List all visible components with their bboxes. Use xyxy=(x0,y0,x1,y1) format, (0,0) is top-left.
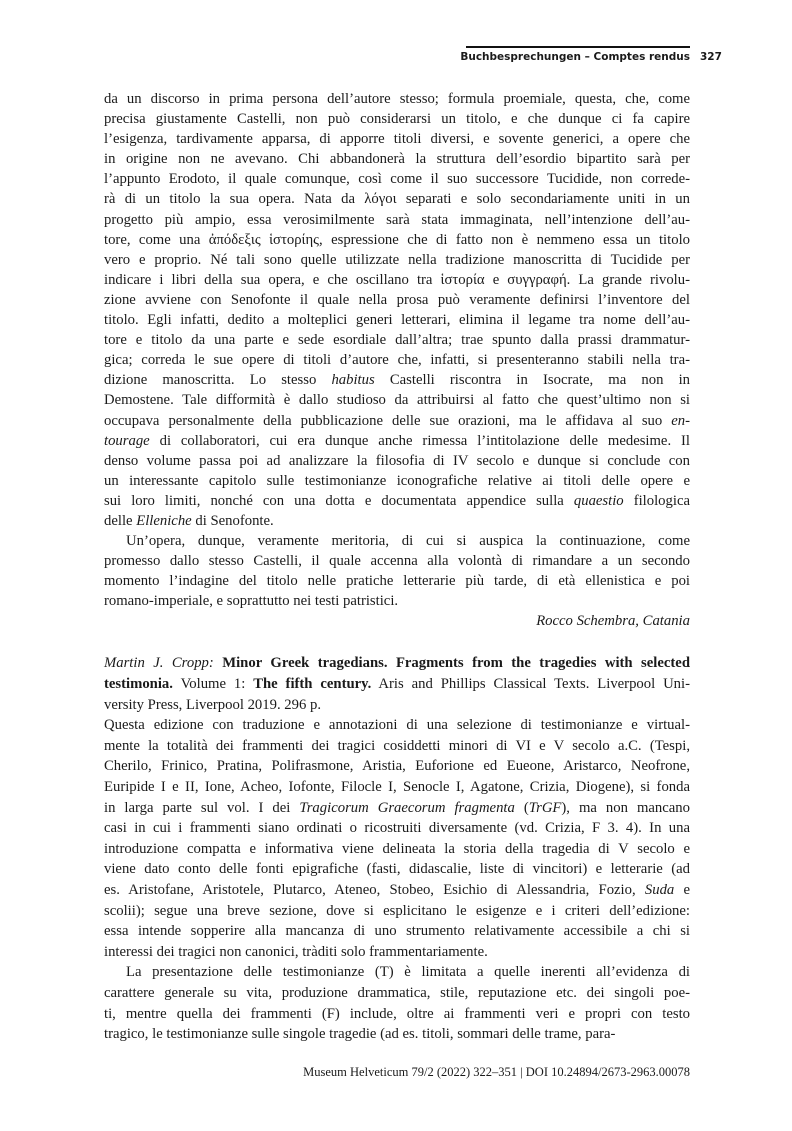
text-segment: l’esigenza, tardivamente apparsa, di apporre titoli diversi, e sovente generici, a opere che xyxy=(104,131,690,148)
text-line xyxy=(104,270,690,290)
text-segment: vero e proprio. Né tali sono quelle utilizzate nella tradizione manoscritta di Tucidide per xyxy=(104,251,690,268)
text-segment: momento l’indagine del titolo nelle pratiche letterarie più tarde, di età ellenistica e poi xyxy=(104,573,690,590)
text-segment xyxy=(214,655,222,671)
text-line xyxy=(104,1024,690,1045)
text-segment: Euripide I e II, Ione, Acheo, Iofonte, Filocle I, Senocle I, Agatone, Crizia, Diogene), si fonda xyxy=(104,779,690,795)
text-segment: scolii); segue una breve sezione, dove si esplicitano le esigenze e i criteri dell’edizione: xyxy=(104,902,690,919)
text-line xyxy=(104,777,690,798)
text-line xyxy=(104,451,690,471)
text-segment: Aris and Phillips Classical Texts. Liverpool Uni- xyxy=(371,676,690,693)
main-text-column xyxy=(104,89,690,1045)
text-line xyxy=(104,491,690,511)
text-segment: dizione manoscritta. Lo stesso xyxy=(104,372,332,389)
text-segment: filologica xyxy=(623,492,690,509)
text-segment: promesso dallo stesso Castelli, il quale accenna alla volontà di rimandare a un secondo xyxy=(104,553,690,570)
review2-text xyxy=(104,653,690,1044)
footer-citation: Museum Helveticum 79/2 (2022) 322–351 | DOI 10.24894/2673-2963.00078 xyxy=(303,1065,690,1079)
text-segment: progetto più ampio, essa verosimilmente sarà stata immaginata, nell’intenzione dell’au- xyxy=(104,211,690,228)
text-segment: Cherilo, Frinico, Pratina, Polifrasmone, Aristia, Euforione ed Eueone, Aristarco, Neofrone, xyxy=(104,758,690,775)
text-line xyxy=(104,962,690,983)
text-segment: Un’opera, dunque, veramente meritoria, di cui si auspica la continuazione, come xyxy=(126,533,690,550)
text-segment: tore e titolo da una parte e sede esordiale dall’altra; trae spunto dalla prassi drammatur- xyxy=(104,332,690,349)
running-title: Buchbesprechungen – Comptes rendus xyxy=(460,51,690,63)
text-segment: in origine non ne avevano. Chi abbandonerà la struttura dell’esordio bipartito sarà per xyxy=(104,151,690,168)
text-line xyxy=(104,798,690,819)
text-segment: testimonia. xyxy=(104,676,173,693)
text-line xyxy=(104,551,690,571)
text-segment: tourage xyxy=(104,432,150,449)
text-line xyxy=(104,330,690,350)
text-line xyxy=(104,1004,690,1025)
text-line xyxy=(104,370,690,390)
text-line xyxy=(104,695,690,716)
text-segment: Tragicorum Graecorum fragmenta xyxy=(299,799,515,816)
text-segment: tore, come una ἀπόδεξις ἱστορίης, espressione che di fatto non è nemmeno essa un titolo xyxy=(104,231,690,248)
text-segment: habitus xyxy=(331,372,375,389)
text-segment: Castelli riscontra in Isocrate, ma non in xyxy=(374,372,690,389)
text-segment: The fifth century. xyxy=(253,676,372,693)
text-line xyxy=(104,109,690,129)
text-line xyxy=(104,839,690,860)
text-line xyxy=(104,310,690,330)
text-line xyxy=(104,129,690,149)
text-line xyxy=(104,653,690,674)
text-segment: viene dato conto delle fonti epigrafiche (fasti, didascalie, liste di vincitori) e letterarie (ad xyxy=(104,861,690,878)
text-line xyxy=(104,250,690,270)
text-segment: da un discorso in prima persona dell’autore stesso; formula proemiale, questa, che, come xyxy=(104,91,690,107)
page-number: 327 xyxy=(700,51,722,63)
text-line xyxy=(104,942,690,963)
text-segment: occupava personalmente della pubblicazione delle sue orazioni, ma le affidava al suo xyxy=(104,412,672,429)
text-line xyxy=(104,756,690,777)
text-line xyxy=(104,674,690,695)
text-line xyxy=(104,149,690,169)
text-line xyxy=(104,818,690,839)
text-segment: gica; correda le sue opere di titoli d’autore che, infatti, si presenteranno stabili nella tra- xyxy=(104,352,690,369)
text-line xyxy=(104,715,690,736)
text-segment: Questa edizione con traduzione e annotazioni di una selezione di testimonianze e virtual- xyxy=(104,717,690,734)
text-segment: casi in cui i frammenti siano ordinati o ricostruiti diversamente (vd. Crizia, F 3. 4). In una xyxy=(104,820,690,837)
text-segment: en- xyxy=(671,412,690,429)
review1-paragraph1 xyxy=(104,89,690,531)
text-line xyxy=(104,736,690,757)
text-segment: Volume 1: xyxy=(172,676,254,693)
text-segment: Minor Greek tragedians. Fragments from the tragedies with selected xyxy=(222,655,690,672)
text-segment: tragico, le testimonianze sulle singole tragedie (ad es. titoli, sommari delle trame, para- xyxy=(104,1026,616,1043)
text-line xyxy=(104,511,690,531)
text-line xyxy=(104,983,690,1004)
text-line xyxy=(104,880,690,901)
text-segment: Martin J. Cropp: xyxy=(104,655,214,672)
text-segment: mente la totalità dei frammenti dei tragici cosiddetti minori di VI e V secolo a.C. (Tespi, xyxy=(104,737,690,754)
text-line xyxy=(104,531,690,551)
text-line xyxy=(104,89,690,109)
text-segment: zione avviene con Senofonte il quale nella prosa può veramente definirsi l’inventore del xyxy=(104,291,690,308)
text-line xyxy=(104,411,690,431)
text-segment: rà di un titolo la sua opera. Nata da λόγοι separati e solo secondariamente uniti in un xyxy=(104,191,690,208)
text-line xyxy=(104,350,690,370)
text-segment: di Senofonte. xyxy=(191,512,274,529)
text-segment: sui loro limiti, nonché con una dotta e documentata appendice sulla xyxy=(104,492,574,509)
text-segment: introduzione compatta e informativa viene delineata la storia della tragedia di V secolo e xyxy=(104,840,690,857)
text-segment: l’appunto Erodoto, il quale comunque, così come il suo successore Tucidide, non correde- xyxy=(104,171,690,188)
text-segment: titolo. Egli infatti, dedito a molteplici generi letterari, elimina il legame tra nome dell’au- xyxy=(104,312,690,329)
text-segment: delle xyxy=(104,512,137,529)
text-segment: di collaboratori, cui era dunque anche rimessa l’intitolazione delle medesime. Il xyxy=(149,432,690,449)
text-line xyxy=(104,169,690,189)
text-segment: Suda xyxy=(644,881,675,898)
text-line xyxy=(104,471,690,491)
review1-paragraph2 xyxy=(104,531,690,611)
text-segment: denso volume passa poi ad analizzare la filosofia di IV secolo e dunque si conclude con xyxy=(104,452,690,469)
text-segment: indicare i libri della sua opera, e che oscillano tra ἱστορία e συγγραφή. La grande rivolu- xyxy=(104,271,690,288)
text-segment: e xyxy=(674,881,690,898)
text-line xyxy=(104,390,690,410)
text-line xyxy=(104,571,690,591)
text-line xyxy=(104,859,690,880)
text-line xyxy=(104,591,690,611)
text-segment: es. Aristofane, Aristotele, Plutarco, Ateneo, Stobeo, Esichio di Alessandria, Fozio, xyxy=(104,881,645,898)
text-segment: quaestio xyxy=(573,492,624,509)
text-line xyxy=(104,210,690,230)
text-segment: precisa giustamente Castelli, non può considerarsi un titolo, e che dunque ci fa capire xyxy=(104,111,690,128)
text-line xyxy=(104,431,690,451)
text-segment: carattere generale su vita, produzione drammatica, stile, reputazione etc. dei singoli poe- xyxy=(104,984,690,1001)
text-segment: ( xyxy=(514,799,529,816)
text-segment: Demostene. Tale difformità è dallo studioso da attribuirsi al fatto che quest’ultimo non si xyxy=(104,392,690,409)
text-segment: in larga parte sul vol. I dei xyxy=(104,799,300,816)
text-segment: un interessante capitolo sulle testimonianze iconografiche relative ai titoli delle opere e xyxy=(104,472,690,489)
text-segment: interessi dei tragici non canonici, tràditi solo frammentariamente. xyxy=(104,943,488,960)
text-line xyxy=(104,189,690,209)
text-segment: Elleniche xyxy=(136,512,192,529)
text-segment: ti, mentre quella dei frammenti (F) include, oltre ai frammenti veri e propri con testo xyxy=(104,1005,690,1022)
text-segment: versity Press, Liverpool 2019. 296 p. xyxy=(104,696,322,713)
text-segment: romano-imperiale, e soprattutto nei testi patristici. xyxy=(104,593,399,610)
text-segment: ), ma non mancano xyxy=(561,799,690,816)
review1-signature: Rocco Schembra, Catania xyxy=(536,613,690,630)
text-line xyxy=(104,901,690,922)
text-segment: TrGF xyxy=(528,799,562,816)
text-segment: essa intende sopperire alla mancanza di uno strumento relativamente accessibile a chi si xyxy=(104,923,690,940)
text-line xyxy=(104,230,690,250)
text-line xyxy=(104,290,690,310)
text-segment: La presentazione delle testimonianze (T) è limitata a quelle inerenti all’evidenza di xyxy=(126,964,690,981)
text-line xyxy=(104,921,690,942)
